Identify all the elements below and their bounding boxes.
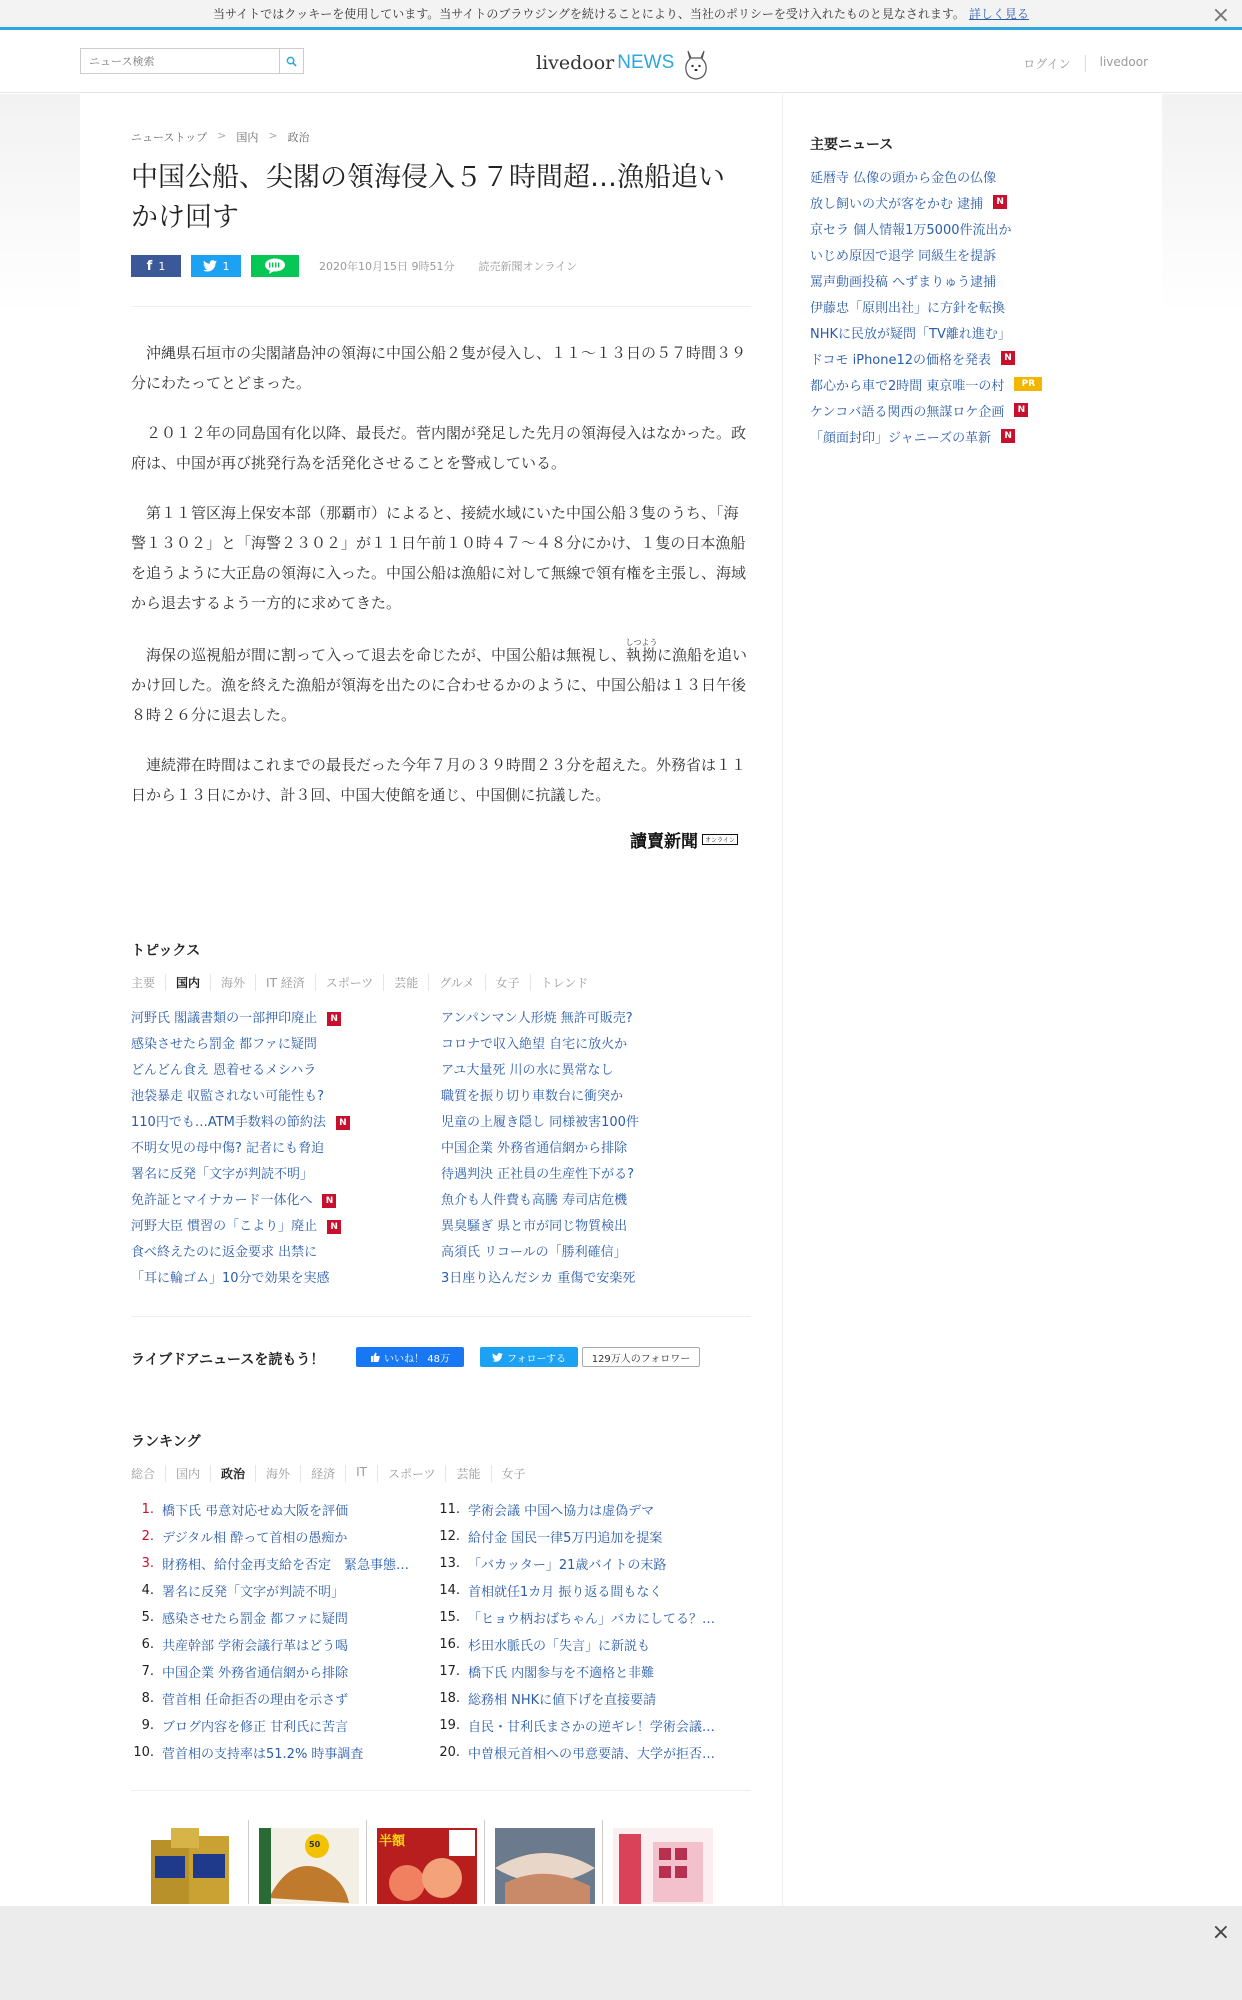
tab-women[interactable]: 女子 xyxy=(485,974,530,991)
search-button[interactable] xyxy=(279,49,303,73)
rank-number: 12. xyxy=(439,1529,460,1544)
tab-entertainment[interactable]: 芸能 xyxy=(383,974,428,991)
twitter-icon xyxy=(203,260,217,272)
topic-item xyxy=(131,1110,431,1136)
tab-world[interactable]: 海外 xyxy=(210,974,255,991)
topic-link[interactable]: 不明女児の母中傷? 記者にも脅迫 xyxy=(131,1141,325,1156)
rank-number: 2. xyxy=(141,1529,154,1544)
ranking-item xyxy=(430,1577,740,1604)
breadcrumb-politics[interactable]: 政治 xyxy=(287,131,310,144)
ranking-link[interactable]: 感染させたら罰金 都ファに疑問 xyxy=(162,1612,348,1627)
twitter-icon xyxy=(492,1353,503,1362)
tab-it[interactable]: IT xyxy=(345,1465,377,1482)
ranking-item xyxy=(124,1631,434,1658)
sidebar-news-item xyxy=(810,241,1140,267)
bottom-ad-banner xyxy=(0,1906,1242,2000)
sidebar-news-list xyxy=(810,163,1140,449)
new-badge: N xyxy=(1001,429,1015,443)
topic-link[interactable]: どんどん食え 恩着せるメシハラ xyxy=(131,1063,317,1078)
breadcrumb xyxy=(131,129,310,145)
logo-news-text: NEWS xyxy=(617,52,675,73)
ranking-item xyxy=(124,1550,434,1577)
topic-item xyxy=(441,1110,741,1136)
divider xyxy=(131,306,751,307)
tab-women[interactable]: 女子 xyxy=(491,1465,536,1482)
sidebar-news-item xyxy=(810,319,1140,345)
ranking-item xyxy=(124,1685,434,1712)
topics-list-right xyxy=(441,1006,741,1292)
sidebar-news-item xyxy=(810,371,1140,397)
topic-item xyxy=(441,1006,741,1032)
publisher-logo-tag: オンライン xyxy=(702,834,738,845)
rank-number: 7. xyxy=(141,1664,154,1679)
twitter-share-count: 1 xyxy=(222,259,230,273)
topics-list-left xyxy=(131,1006,431,1292)
twitter-follower-count: 129万人のフォロワー xyxy=(582,1347,700,1367)
article-paragraph xyxy=(131,638,751,730)
close-icon[interactable]: × xyxy=(1211,3,1230,28)
ranking-list-right xyxy=(430,1496,740,1766)
tab-sports[interactable]: スポーツ xyxy=(315,974,384,991)
topic-link[interactable]: 中国企業 外務省通信網から排除 xyxy=(441,1141,628,1156)
ranking-item xyxy=(430,1631,740,1658)
topic-item xyxy=(441,1032,741,1058)
rank-number: 11. xyxy=(439,1502,460,1517)
sidebar-news-item xyxy=(810,163,1140,189)
topic-link[interactable]: 待遇判決 正社員の生産性下がる? xyxy=(441,1167,635,1182)
ranking-item xyxy=(430,1550,740,1577)
topic-item xyxy=(131,1188,431,1214)
sidebar-news-item xyxy=(810,189,1140,215)
ranking-item xyxy=(124,1739,434,1766)
tab-domestic[interactable]: 国内 xyxy=(165,974,210,991)
sidebar-news-link[interactable]: 伊藤忠「原則出社」に方針を転換 xyxy=(810,300,1006,316)
sidebar-news-item xyxy=(810,423,1140,449)
rank-number: 20. xyxy=(439,1745,460,1760)
new-badge: N xyxy=(336,1116,350,1130)
breadcrumb-top[interactable]: ニューストップ xyxy=(131,131,208,144)
ranking-link[interactable]: 総務相 NHKに値下げを直接要請 xyxy=(468,1693,657,1708)
tab-sports[interactable]: スポーツ xyxy=(377,1465,446,1482)
sidebar-news-link[interactable]: NHKに民放が疑問「TV離れ進む」 xyxy=(810,326,1011,342)
facebook-share-button[interactable] xyxy=(131,255,181,277)
twitter-share-button[interactable] xyxy=(191,255,241,277)
topic-item xyxy=(441,1162,741,1188)
ranking-link[interactable]: 首相就任1カ月 振り返る間もなく xyxy=(468,1585,663,1600)
topic-link[interactable]: 魚介も人件費も高騰 寿司店危機 xyxy=(441,1193,628,1208)
topic-item xyxy=(131,1162,431,1188)
follow-title: ライブドアニュースを読もう！ xyxy=(131,1352,325,1368)
topic-item xyxy=(441,1214,741,1240)
topic-item xyxy=(131,1214,431,1240)
ranking-link[interactable]: 共産幹部 学術会議行革はどう喝 xyxy=(162,1639,349,1654)
ranking-item xyxy=(124,1712,434,1739)
ranking-item xyxy=(430,1604,740,1631)
cookie-more-link[interactable]: 詳しく見る xyxy=(968,7,1029,21)
logo-text: livedoor xyxy=(536,52,615,74)
new-badge: N xyxy=(327,1220,341,1234)
tab-economy[interactable]: 経済 xyxy=(300,1465,345,1482)
ranking-link[interactable]: 学術会議 中国へ協力は虚偽デマ xyxy=(468,1504,655,1519)
header-links xyxy=(1009,55,1162,72)
sidebar-news-item xyxy=(810,215,1140,241)
ranking-link[interactable]: 菅首相の支持率は51.2% 時事調査 xyxy=(162,1747,364,1762)
ranking-link[interactable]: 自民・甘利氏まさかの逆ギレ！学術会議… xyxy=(468,1720,715,1735)
ranking-item xyxy=(430,1523,740,1550)
sidebar-news-link[interactable]: 罵声動画投稿 へずまりゅう逮捕 xyxy=(810,274,997,290)
ranking-item xyxy=(430,1712,740,1739)
rank-number: 14. xyxy=(439,1583,460,1598)
article-title: 中国公船、尖閣の領海侵入５７時間超…漁船追いかけ回す xyxy=(131,162,725,233)
topic-link[interactable]: 池袋暴走 収監されない可能性も? xyxy=(131,1089,325,1104)
twitter-follow-label: フォローする xyxy=(507,1353,566,1365)
facebook-like-button[interactable] xyxy=(356,1347,464,1367)
article-date: 2020年10月15日 9時51分 xyxy=(319,260,455,273)
topic-item xyxy=(441,1266,741,1292)
new-badge: N xyxy=(1001,351,1015,365)
article-paragraph: 沖縄県石垣市の尖閣諸島沖の領海に中国公船２隻が侵入し、１１～１３日の５７時間３９分にわたってとどまった。 xyxy=(131,344,747,392)
article-paragraph: 第１１管区海上保安本部（那覇市）によると、接続水域にいた中国公船３隻のうち、「海警１３０２」と「海警２３０２」が１１日午前１０時４７～４８分にかけ、１隻の日本漁船を追うように大正島の領海に入った。中国公船は漁船に対して無線で領有権を主張し、海域から退去するよう一方的に求めてきた。 xyxy=(131,504,747,612)
rank-number: 3. xyxy=(141,1556,154,1571)
sidebar-news-link[interactable]: ケンコバ語る関西の無謀ロケ企画 xyxy=(810,404,1005,420)
line-icon xyxy=(264,258,286,274)
fish-ad-image xyxy=(495,1828,595,1904)
ruby-base: 執拗 xyxy=(625,646,658,664)
ranking-link[interactable]: デジタル相 酔って首相の愚痴か xyxy=(162,1531,348,1546)
sidebar-news-link[interactable]: 都心から車で2時間 東京唯一の村 xyxy=(810,378,1005,394)
sidebar-news-item xyxy=(810,293,1140,319)
new-badge: N xyxy=(327,1012,341,1026)
topic-item xyxy=(441,1084,741,1110)
ranking-link[interactable]: 給付金 国民一律5万円追加を提案 xyxy=(468,1531,663,1546)
ranking-item xyxy=(124,1604,434,1631)
rank-number: 10. xyxy=(133,1745,154,1760)
facebook-icon: f xyxy=(146,258,153,274)
ruby-word xyxy=(625,638,658,664)
topic-item xyxy=(441,1240,741,1266)
ranking-link[interactable]: 中曽根元首相への弔意要請、大学が拒否… xyxy=(468,1747,716,1762)
chevron-right-icon: > xyxy=(217,129,227,142)
sidebar-news-link[interactable]: 放し飼いの犬が客をかむ 逮捕 xyxy=(810,196,984,212)
sidebar-news-link[interactable]: ドコモ iPhone12の価格を発表 xyxy=(810,352,992,368)
topic-item xyxy=(441,1136,741,1162)
share-row xyxy=(131,255,577,277)
paragraph-text: 海保の巡視船が間に割って入って退去を命じたが、中国公船は無視し、 xyxy=(146,646,627,664)
ad-strip xyxy=(131,1820,751,1904)
coffee-bags-image xyxy=(141,1828,241,1904)
rank-number: 19. xyxy=(439,1718,460,1733)
ranking-link[interactable]: 杉田水脈氏の「失言」に新説も xyxy=(468,1639,651,1654)
topic-link[interactable]: 児童の上履き隠し 同様被害100件 xyxy=(441,1115,639,1130)
topic-link[interactable]: コロナで収入絶望 自宅に放火か xyxy=(441,1037,628,1052)
topic-link[interactable]: 異臭騒ぎ 県と市が同じ物質検出 xyxy=(441,1219,628,1234)
topic-link[interactable]: 感染させたら罰金 都ファに疑問 xyxy=(131,1037,317,1052)
ranking-item xyxy=(430,1739,740,1766)
sidebar-news-item xyxy=(810,345,1140,371)
close-icon[interactable]: × xyxy=(1211,1920,1230,1945)
cosmetics-ad-image xyxy=(613,1828,713,1904)
rank-number: 16. xyxy=(439,1637,460,1652)
topic-link[interactable]: 110円でも…ATM手数料の節約法 xyxy=(131,1115,326,1130)
ranking-list-left xyxy=(124,1496,434,1766)
rank-number: 9. xyxy=(141,1718,154,1733)
sidebar-news-link[interactable]: 京セラ 個人情報1万5000件流出か xyxy=(810,222,1012,238)
tab-world[interactable]: 海外 xyxy=(255,1465,300,1482)
ad-item[interactable] xyxy=(367,1820,485,1904)
ruby-reading: しつよう xyxy=(625,638,658,647)
sidebar-news-link[interactable]: いじめ原因で退学 同級生を提訴 xyxy=(810,248,997,264)
topic-item xyxy=(131,1266,431,1292)
login-link[interactable]: ログイン xyxy=(1023,57,1071,71)
ranking-item xyxy=(124,1496,434,1523)
rank-number: 18. xyxy=(439,1691,460,1706)
chevron-right-icon: > xyxy=(268,129,278,142)
sidebar-title: 主要ニュース xyxy=(810,137,894,153)
new-badge: N xyxy=(322,1194,336,1208)
ranking-link[interactable]: 署名に反発「文字が判読不明」 xyxy=(162,1585,345,1600)
divider xyxy=(131,1316,751,1317)
tab-entertainment[interactable]: 芸能 xyxy=(445,1465,490,1482)
paragraph-text: に漁船を追いかけ回した。漁を終えた漁船が領海を出たのに合わせるかのように、中国公船は１３日午後８時２６分に退去した。 xyxy=(131,646,748,724)
rank-number: 8. xyxy=(141,1691,154,1706)
topic-item xyxy=(131,1084,431,1110)
ranking-link[interactable]: 中国企業 外務省通信網から排除 xyxy=(162,1666,349,1681)
ranking-link[interactable]: 菅首相 任命拒否の理由を示さず xyxy=(162,1693,349,1708)
ad-item[interactable] xyxy=(131,1820,249,1904)
site-header xyxy=(0,33,1242,93)
sidebar-news-item xyxy=(810,397,1140,423)
ad-item[interactable] xyxy=(249,1820,367,1904)
topic-link[interactable]: アユ大量死 川の水に異常なし xyxy=(441,1063,614,1078)
divider xyxy=(131,1790,751,1791)
topics-tabs xyxy=(131,974,598,991)
ranking-title: ランキング xyxy=(131,1434,201,1450)
rank-number: 4. xyxy=(141,1583,154,1598)
tab-overall[interactable]: 総合 xyxy=(131,1467,156,1481)
ad-label: 半額 xyxy=(379,1834,406,1849)
pr-badge: PR xyxy=(1014,377,1042,391)
topic-item xyxy=(131,1136,431,1162)
publisher-logo[interactable] xyxy=(630,827,738,852)
topic-link[interactable]: 「耳に輪ゴム」10分で効果を実感 xyxy=(131,1271,330,1286)
livedoor-link[interactable]: livedoor xyxy=(1085,55,1162,72)
rank-number: 6. xyxy=(141,1637,154,1652)
thumbs-up-icon xyxy=(370,1352,380,1362)
breadcrumb-domestic[interactable]: 国内 xyxy=(236,131,259,144)
sidebar-news-link[interactable]: 「顔面封印」ジャニーズの革新 xyxy=(810,430,992,446)
tab-politics[interactable]: 政治 xyxy=(210,1465,255,1482)
article-paragraph: ２０１２年の同島国有化以降、最長だ。菅内閣が発足した先月の領海侵入はなかった。政府は、中国が再び挑発行為を活発化させることを警戒している。 xyxy=(131,424,747,472)
tab-gourmet[interactable]: グルメ xyxy=(428,974,484,991)
search-input[interactable] xyxy=(81,49,279,73)
tab-trend[interactable]: トレンド xyxy=(530,974,599,991)
line-share-button[interactable] xyxy=(251,255,299,277)
site-logo[interactable] xyxy=(536,43,710,83)
ranking-link[interactable]: 橋下氏 弔意対応せぬ大阪を評価 xyxy=(162,1504,349,1519)
topic-link[interactable]: 職質を振り切り車数台に衝突か xyxy=(441,1089,624,1104)
search-icon xyxy=(286,56,297,67)
ad-item[interactable] xyxy=(485,1820,603,1904)
rank-number: 1. xyxy=(141,1502,154,1517)
topic-link[interactable]: 河野氏 閣議書類の一部押印廃止 xyxy=(131,1011,318,1026)
new-badge: N xyxy=(1014,403,1028,417)
rank-number: 15. xyxy=(439,1610,460,1625)
topic-item xyxy=(131,1240,431,1266)
article-paragraph: 連続滞在時間はこれまでの最長だった今年７月の３９時間２３分を超えた。外務省は１１日から１３日にかけ、計３回、中国大使館を通じ、中国側に抗議した。 xyxy=(131,756,747,804)
tab-main[interactable]: 主要 xyxy=(131,976,156,990)
rank-number: 17. xyxy=(439,1664,460,1679)
topic-link[interactable]: 高須氏 リコールの「勝利確信」 xyxy=(441,1245,627,1260)
topic-link[interactable]: 食べ終えたのに返金要求 出禁に xyxy=(131,1245,318,1260)
ranking-link[interactable]: ブログ内容を修正 甘利氏に苦言 xyxy=(162,1720,349,1735)
topic-item xyxy=(131,1006,431,1032)
cookie-banner xyxy=(0,0,1242,30)
publisher-logo-text: 讀賣新聞 xyxy=(630,832,698,852)
new-badge: N xyxy=(993,195,1007,209)
topic-link[interactable]: 河野大臣 慣習の「こより」廃止 xyxy=(131,1219,318,1234)
article-body xyxy=(131,338,751,830)
facebook-like-label: いいね！ 48万 xyxy=(384,1353,450,1365)
article-source: 読売新聞オンライン xyxy=(478,260,578,273)
tab-domestic[interactable]: 国内 xyxy=(165,1465,210,1482)
rank-number: 5. xyxy=(141,1610,154,1625)
ranking-item xyxy=(124,1523,434,1550)
topic-item xyxy=(131,1032,431,1058)
mascot-dog-icon xyxy=(682,45,710,81)
twitter-follow-button[interactable] xyxy=(480,1347,578,1367)
ranking-link[interactable]: 財務相、給付金再支給を否定 緊急事態… xyxy=(162,1558,410,1573)
tab-it-economy[interactable]: IT 経済 xyxy=(255,974,315,991)
topics-title: トピックス xyxy=(131,943,201,959)
sidebar-news-link[interactable]: 延暦寺 仏像の頭から金色の仏像 xyxy=(810,170,997,186)
topic-link[interactable]: 署名に反発「文字が判読不明」 xyxy=(131,1167,314,1182)
ranking-item xyxy=(124,1577,434,1604)
cookie-text: 当サイトではクッキーを使用しています。当サイトのブラウジングを続けることにより、当社のポリシーを受け入れたものと見なされます。 xyxy=(213,7,965,21)
topic-link[interactable]: 3日座り込んだシカ 重傷で安楽死 xyxy=(441,1271,636,1286)
topic-item xyxy=(441,1058,741,1084)
ranking-item xyxy=(430,1496,740,1523)
ranking-item xyxy=(124,1658,434,1685)
ranking-item xyxy=(430,1658,740,1685)
ranking-link[interactable]: 「ヒョウ柄おばちゃん」バカにしてる？… xyxy=(468,1612,716,1627)
ranking-item xyxy=(430,1685,740,1712)
ad-item[interactable] xyxy=(603,1820,721,1904)
topic-link[interactable]: アンパンマン人形焼 無許可販売? xyxy=(441,1011,633,1026)
topic-link[interactable]: 免許証とマイナカード一体化へ xyxy=(131,1193,313,1208)
rank-number: 13. xyxy=(439,1556,460,1571)
sidebar-news-item xyxy=(810,267,1140,293)
ad-label: 50 xyxy=(309,1840,321,1849)
topic-item xyxy=(131,1058,431,1084)
facebook-share-count: 1 xyxy=(158,259,166,273)
ranking-link[interactable]: 橋下氏 内閣参与を不適格と非難 xyxy=(468,1666,655,1681)
search-form xyxy=(80,48,304,74)
ranking-tabs xyxy=(131,1465,536,1482)
ranking-link[interactable]: 「バカッター」21歳バイトの末路 xyxy=(468,1558,667,1573)
topic-item xyxy=(441,1188,741,1214)
